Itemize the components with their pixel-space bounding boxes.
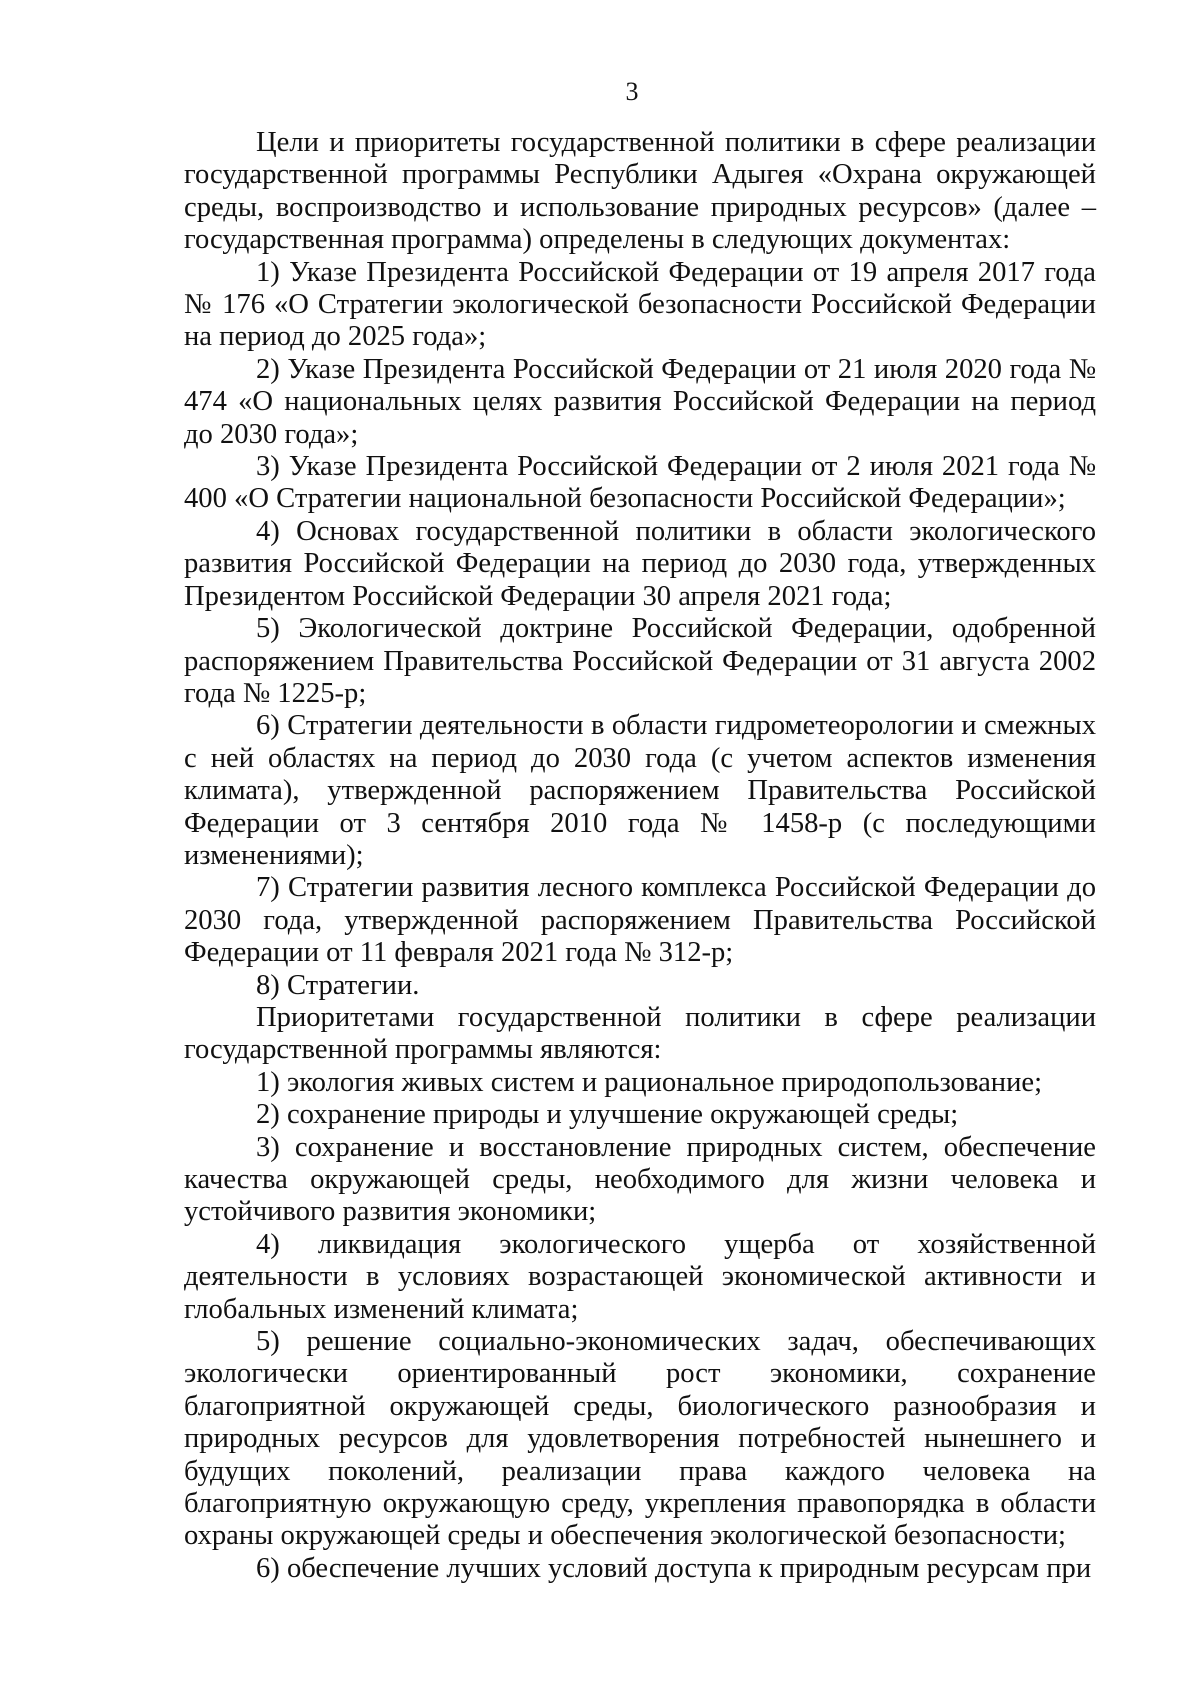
priority-item-5: 5) решение социально-экономических задач, обеспечивающих экологически ориентированный рост экономики, сохранение благоприятной окружающей среды, биологического разнообразия и природных ресурсов для удовлетворения потребностей нынешнего и будущих поколений, реализации права каждого человека на благоприятную окружающую среду, укрепления правопорядка в области охраны окружающей среды и обеспечения экологической безопасности; — [184, 1326, 1096, 1552]
document-list-item-4: 4) Основах государственной политики в области экологического развития Российской Федерации на период до 2030 года, утвержденных Президентом Российской Федерации 30 апреля 2021 года; — [184, 515, 1096, 612]
document-list-item-1: 1) Указе Президента Российской Федерации от 19 апреля 2017 года № 176 «О Стратегии экологической безопасности Российской Федерации на период до 2025 года»; — [184, 256, 1096, 353]
intro-paragraph: Цели и приоритеты государственной политики в сфере реализации государственной программы Республики Адыгея «Охрана окружающей среды, воспроизводство и использование природных ресурсов» (далее – государственная программа) определены в следующих документах: — [184, 127, 1096, 256]
page-number: 3 — [625, 77, 639, 106]
document-list-item-7: 7) Стратегии развития лесного комплекса Российской Федерации до 2030 года, утвержденной распоряжением Правительства Российской Федерации от 11 февраля 2021 года № 312-р; — [184, 872, 1096, 969]
priorities-paragraph: Приоритетами государственной политики в сфере реализации государственной программы являются: — [184, 1001, 1096, 1066]
priority-item-4: 4) ликвидация экологического ущерба от хозяйственной деятельности в условиях возрастающей экономической активности и глобальных изменений климата; — [184, 1228, 1096, 1325]
priority-item-6: 6) обеспечение лучших условий доступа к природным ресурсам при — [256, 1552, 1092, 1584]
document-list-item-3: 3) Указе Президента Российской Федерации от 2 июля 2021 года № 400 «О Стратегии национальной безопасности Российской Федерации»; — [184, 451, 1096, 515]
document-list-item-6: 6) Стратегии деятельности в области гидрометеорологии и смежных с ней областях на период до 2030 года (с учетом аспектов изменения климата), утвержденной распоряжением Правительства Российской Федерации от 3 сентября 2010 года № 1458-р (с последующими изменениями); — [184, 710, 1096, 871]
priority-item-2: 2) сохранение природы и улучшение окружающей среды; — [256, 1099, 959, 1131]
document-list-item-5: 5) Экологической доктрине Российской Федерации, одобренной распоряжением Правительства Российской Федерации от 31 августа 2002 года № 1225-р; — [184, 613, 1096, 709]
priority-item-3: 3) сохранение и восстановление природных систем, обеспечение качества окружающей среды, необходимого для жизни человека и устойчивого развития экономики; — [184, 1131, 1096, 1228]
document-list-item-8: 8) Стратегии. — [256, 969, 420, 1001]
document-body — [184, 127, 1096, 1585]
priority-item-1: 1) экология живых систем и рациональное природопользование; — [256, 1066, 1043, 1098]
document-list-item-2: 2) Указе Президента Российской Федерации от 21 июля 2020 года № 474 «О национальных целях развития Российской Федерации на период до 2030 года»; — [184, 353, 1096, 450]
